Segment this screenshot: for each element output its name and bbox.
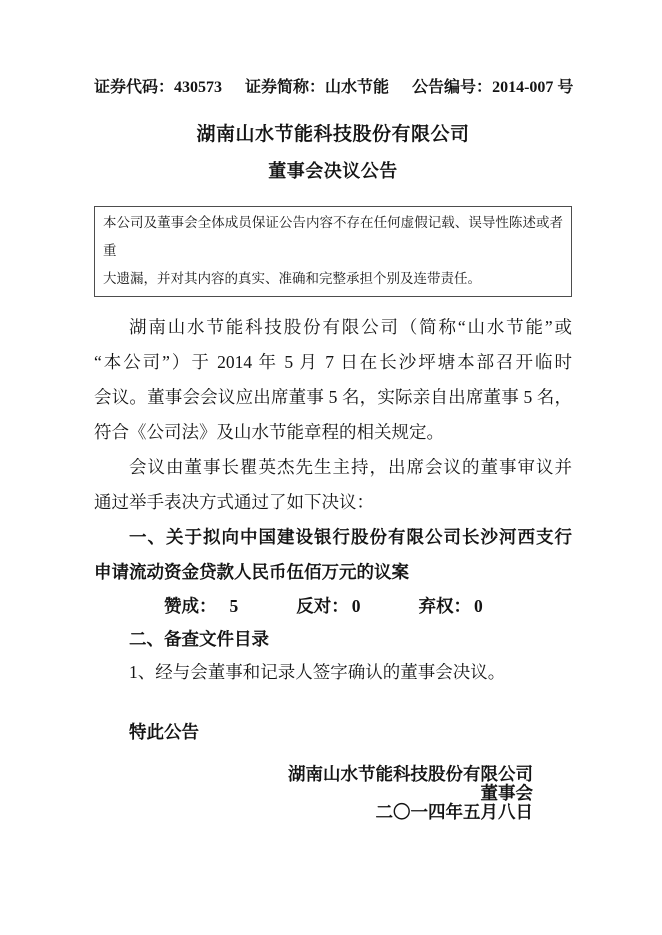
resolution-1-heading bbox=[94, 520, 572, 590]
vote-against-label: 反对： bbox=[296, 596, 349, 616]
stock-name-label: 证券简称： bbox=[245, 79, 326, 96]
paragraph-meeting-info bbox=[94, 310, 572, 450]
body-line: 会议。董事会会议应出席董事 5 名，实际亲自出席董事 5 名， bbox=[94, 387, 572, 407]
signature-date: 二〇一四年五月八日 bbox=[375, 802, 533, 822]
disclaimer-line: 本公司及董事会全体成员保证公告内容不存在任何虚假记载、误导性陈述或者重 bbox=[103, 215, 563, 258]
vote-against-value: 0 bbox=[351, 596, 361, 616]
stock-code-value: 430573 bbox=[174, 79, 223, 96]
disclaimer-box bbox=[94, 206, 572, 297]
section-2-heading: 二、备查文件目录 bbox=[129, 629, 269, 649]
vote-against bbox=[296, 590, 360, 623]
announcement-subtitle: 董事会决议公告 bbox=[268, 161, 398, 181]
vote-abstain-value: 0 bbox=[474, 596, 483, 616]
vote-for-label: 赞成： bbox=[164, 596, 217, 616]
section-2-item-1: 1、经与会董事和记录人签字确认的董事会决议。 bbox=[129, 662, 506, 682]
body-line: 湖南山水节能科技股份有限公司（简称“山水节能”或 bbox=[129, 317, 572, 337]
vote-abstain bbox=[419, 590, 483, 623]
body-line: 符合《公司法》及山水节能章程的相关规定。 bbox=[94, 422, 444, 442]
stock-code-label: 证券代码： bbox=[94, 79, 175, 96]
disclaimer-line: 大遗漏，并对其内容的真实、准确和完整承担个别及连带责任。 bbox=[103, 271, 481, 286]
closing-statement: 特此公告 bbox=[129, 722, 199, 742]
vote-for bbox=[164, 590, 238, 623]
company-title: 湖南山水节能科技股份有限公司 bbox=[196, 124, 470, 145]
body-line: 通过举手表决方式通过了如下决议： bbox=[94, 492, 374, 512]
signature-issuer: 董事会 bbox=[480, 783, 533, 803]
vote-result-line bbox=[94, 590, 572, 623]
resolution-heading-line: 一、关于拟向中国建设银行股份有限公司长沙河西支行 bbox=[129, 527, 572, 547]
paragraph-meeting-host bbox=[94, 450, 572, 520]
body-line: 会议由董事长瞿英杰先生主持，出席会议的董事审议并 bbox=[129, 457, 572, 477]
securities-info-line bbox=[94, 78, 572, 98]
vote-abstain-label: 弃权： bbox=[418, 596, 471, 616]
announcement-no-segment bbox=[412, 79, 573, 96]
announcement-no-value: 2014-007 号 bbox=[492, 79, 574, 96]
stock-code-segment bbox=[94, 79, 222, 96]
document-body bbox=[94, 310, 572, 822]
signature-block bbox=[94, 765, 572, 822]
announcement-no-label: 公告编号： bbox=[412, 79, 493, 96]
signature-company: 湖南山水节能科技股份有限公司 bbox=[288, 764, 533, 784]
stock-name-segment bbox=[245, 79, 389, 96]
stock-name-value: 山水节能 bbox=[325, 79, 390, 96]
vote-for-value: 5 bbox=[229, 596, 239, 616]
body-line: “本公司”）于 2014 年 5 月 7 日在长沙坪塘本部召开临时 bbox=[94, 352, 572, 372]
resolution-heading-line: 申请流动资金贷款人民币伍佰万元的议案 bbox=[94, 562, 409, 582]
